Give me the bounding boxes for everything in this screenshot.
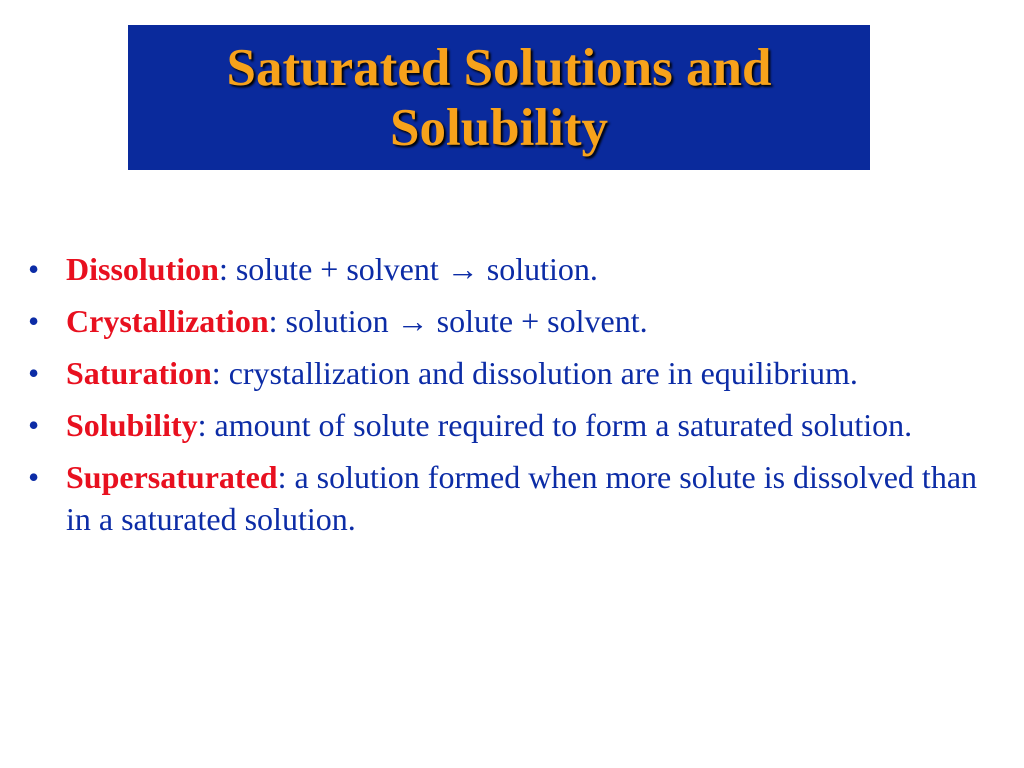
bullet-dot-icon: • bbox=[28, 303, 40, 339]
bullet-body bbox=[66, 352, 988, 394]
bullet-term: Supersaturated bbox=[66, 459, 278, 495]
bullet-text: : solution → solute + solvent. bbox=[268, 303, 648, 339]
bullet-body bbox=[66, 456, 988, 540]
bullet-dot-icon: • bbox=[28, 251, 40, 287]
bullet-body bbox=[66, 248, 988, 290]
bullet-item-solubility bbox=[28, 404, 988, 446]
title-banner bbox=[128, 25, 870, 170]
bullet-item-supersaturated bbox=[28, 456, 988, 540]
bullet-text: : solute + solvent → solution. bbox=[218, 251, 598, 287]
bullet-item-saturation bbox=[28, 352, 988, 394]
slide-title: Saturated Solutions and Solubility bbox=[226, 38, 772, 157]
bullet-dot-icon: • bbox=[28, 407, 40, 443]
bullet-term: Solubility bbox=[66, 407, 198, 443]
bullet-dot-icon: • bbox=[28, 355, 40, 391]
bullet-text: : amount of solute required to form a saturated solution. bbox=[197, 407, 913, 443]
bullet-item-crystallization bbox=[28, 300, 988, 342]
bullet-body bbox=[66, 300, 988, 342]
bullet-dot-icon: • bbox=[28, 459, 40, 495]
bullet-list bbox=[28, 248, 988, 550]
bullet-item-dissolution bbox=[28, 248, 988, 290]
bullet-text: : a solution formed when more solute is dissolved than in a saturated solution. bbox=[66, 459, 978, 537]
bullet-term: Crystallization bbox=[66, 303, 269, 339]
bullet-body bbox=[66, 404, 988, 446]
bullet-term: Dissolution bbox=[66, 251, 219, 287]
bullet-text: : crystallization and dissolution are in equilibrium. bbox=[211, 355, 858, 391]
bullet-term: Saturation bbox=[66, 355, 212, 391]
